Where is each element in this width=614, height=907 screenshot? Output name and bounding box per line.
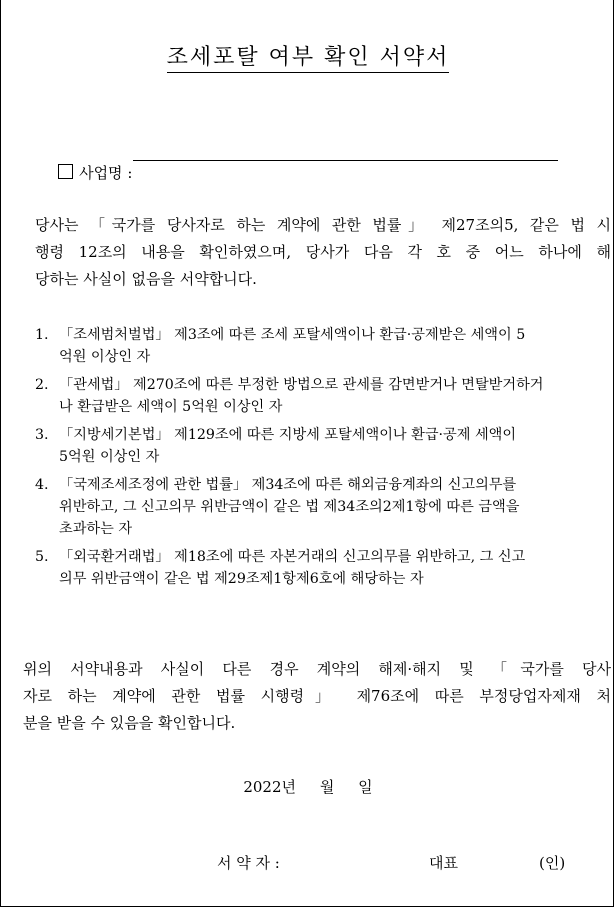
representative-label: 대표 [429,854,458,872]
checkbox[interactable] [58,164,73,179]
item-line: 「지방세기본법」 제129조에 따른 지방세 포탈세액이나 환급·공제 세액이 [59,427,517,443]
closing-paragraph [23,656,611,737]
business-name-underline [133,160,558,161]
item-line: 「외국환거래법」 제18조에 따른 자본거래의 신고의무를 위반하고, 그 신고 [59,549,526,565]
item-line: 초과하는 자 [59,521,133,537]
document-title-text: 조세포탈 여부 확인 서약서 [167,45,450,73]
item-list [35,324,611,596]
list-item [35,474,611,540]
signer-label: 서 약 자 : [217,854,280,872]
seal-mark: (인) [539,854,566,872]
business-name-label: 사업명 : [79,164,133,182]
item-line: 나 환급받은 세액이 5억원 이상인 자 [59,399,283,415]
item-line: 위반하고, 그 신고의무 위반금액이 같은 법 제34조의2제1항에 따른 금액을 [59,499,520,515]
item-number: 4. [35,477,49,493]
business-name-row [39,144,132,201]
list-item [35,324,611,368]
closing-line: 자로 하는 계약에 관한 법률 시행령」 제76조에 따른 부정당업자제재 처 [23,687,611,705]
item-line: 「국제조세조정에 관한 법률」 제34조에 따른 해외금융계좌의 신고의무를 [59,477,517,493]
intro-paragraph [35,212,611,293]
item-line: 「관세법」 제270조에 따른 부정한 방법으로 관세를 감면받거나 면탈받거하거 [59,377,544,393]
date-month: 월 [319,778,335,796]
intro-line: 행령 12조의 내용을 확인하였으며, 당사가 다음 각 호 중 어느 하나에 해 [35,243,611,261]
item-number: 3. [35,427,49,443]
date-day: 일 [358,778,373,796]
item-line: 억원 이상인 자 [59,349,151,365]
list-item [35,424,611,468]
item-line: 「조세범처벌법」 제3조에 따른 조세 포탈세액이나 환급·공제받은 세액이 5 [59,327,526,343]
item-number: 1. [35,327,49,343]
document-title [1,40,614,71]
list-item [35,374,611,418]
item-number: 5. [35,549,49,565]
item-number: 2. [35,377,49,393]
closing-line: 분을 받을 수 있음을 확인합니다. [23,714,236,732]
list-item [35,546,611,590]
date-row [1,776,614,797]
date-year: 2022년 [243,778,296,796]
item-line: 의무 위반금액이 같은 법 제29조제1항제6호에 해당하는 자 [59,571,424,587]
closing-line: 위의 서약내용과 사실이 다른 경우 계약의 해제·해지 및 「국가를 당사 [23,660,611,678]
intro-line: 당하는 사실이 없음을 서약합니다. [35,270,257,288]
intro-line: 당사는 「국가를 당사자로 하는 계약에 관한 법률」 제27조의5, 같은 법 시 [35,216,611,234]
item-line: 5억원 이상인 자 [59,449,160,465]
